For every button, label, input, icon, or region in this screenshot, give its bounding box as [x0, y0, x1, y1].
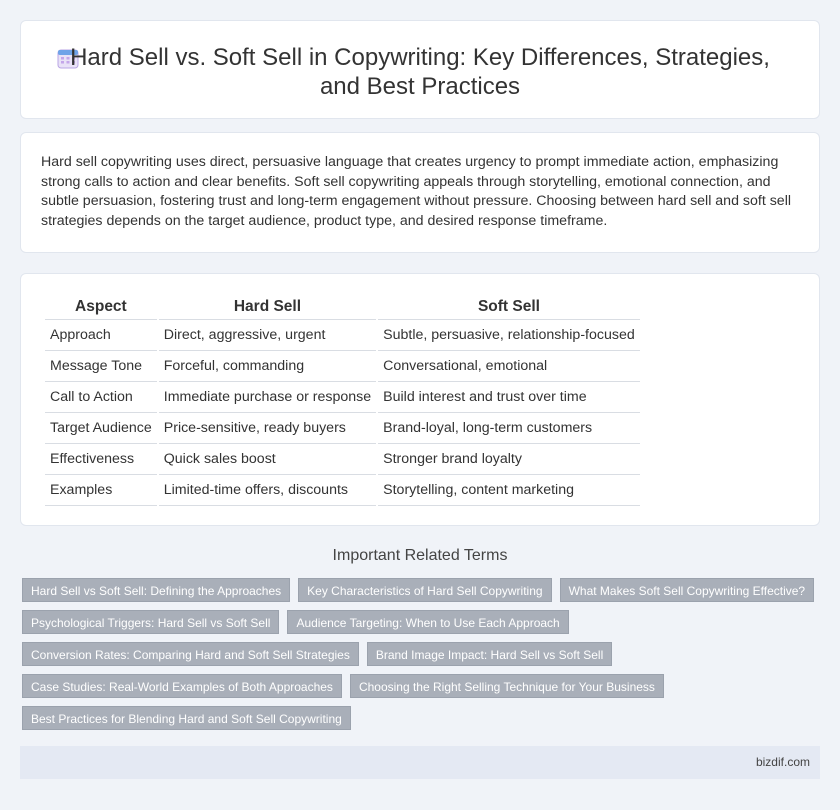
related-term-link[interactable]: Conversion Rates: Comparing Hard and Soft Sell Strategies — [22, 642, 359, 666]
table-row — [45, 320, 640, 351]
page-title: Hard Sell vs. Soft Sell in Copywriting: Key Differences, Strategies, and Best Practices — [70, 44, 770, 100]
related-term-link[interactable]: Brand Image Impact: Hard Sell vs Soft Sell — [367, 642, 612, 666]
cell-aspect: Effectiveness — [45, 444, 157, 475]
cell-aspect: Examples — [45, 475, 157, 506]
table-row — [45, 475, 640, 506]
intro-paragraph: Hard sell copywriting uses direct, persuasive language that creates urgency to prompt immediate action, emphasizing strong calls to action and clear benefits. Soft sell copywriting appeals through storytelling, emotional connection, and subtle persuasion, fostering trust and long-term engagement without pressure. Choosing between hard sell and soft sell strategies depends on the target audience, product type, and desired response timeframe. — [41, 154, 792, 229]
related-terms-list — [22, 578, 822, 730]
cell-aspect: Call to Action — [45, 382, 157, 413]
cell-soft-sell: Conversational, emotional — [378, 351, 640, 382]
cell-hard-sell: Forceful, commanding — [159, 351, 376, 382]
related-term-link[interactable]: What Makes Soft Sell Copywriting Effective? — [560, 578, 815, 602]
cell-soft-sell: Brand-loyal, long-term customers — [378, 413, 640, 444]
cell-soft-sell: Build interest and trust over time — [378, 382, 640, 413]
cell-hard-sell: Immediate purchase or response — [159, 382, 376, 413]
cell-hard-sell: Limited-time offers, discounts — [159, 475, 376, 506]
related-term-link[interactable]: Key Characteristics of Hard Sell Copywriting — [298, 578, 551, 602]
related-term-link[interactable]: Best Practices for Blending Hard and Soft Sell Copywriting — [22, 706, 351, 730]
related-term-link[interactable]: Hard Sell vs Soft Sell: Defining the Approaches — [22, 578, 290, 602]
cell-soft-sell: Subtle, persuasive, relationship-focused — [378, 320, 640, 351]
header-aspect: Aspect — [45, 294, 157, 320]
intro-card — [20, 132, 820, 253]
cell-aspect: Message Tone — [45, 351, 157, 382]
table-row — [45, 382, 640, 413]
cell-hard-sell: Price-sensitive, ready buyers — [159, 413, 376, 444]
site-name[interactable]: bizdif.com — [755, 755, 810, 769]
cell-soft-sell: Stronger brand loyalty — [378, 444, 640, 475]
comparison-table — [43, 294, 642, 506]
related-term-link[interactable]: Psychological Triggers: Hard Sell vs Soft Sell — [22, 610, 279, 634]
table-header-row — [45, 294, 640, 320]
related-term-link[interactable]: Choosing the Right Selling Technique for Your Business — [350, 674, 664, 698]
header-hard-sell: Hard Sell — [159, 294, 376, 320]
cell-hard-sell: Direct, aggressive, urgent — [159, 320, 376, 351]
footer — [20, 746, 820, 779]
table-row — [45, 444, 640, 475]
table-row — [45, 413, 640, 444]
header-soft-sell: Soft Sell — [378, 294, 640, 320]
related-term-link[interactable]: Audience Targeting: When to Use Each Approach — [287, 610, 568, 634]
table-row — [45, 351, 640, 382]
cell-aspect: Approach — [45, 320, 157, 351]
comparison-card — [20, 273, 820, 526]
header-card — [20, 20, 820, 119]
cell-aspect: Target Audience — [45, 413, 157, 444]
related-terms-heading: Important Related Terms — [332, 547, 508, 564]
related-term-link[interactable]: Case Studies: Real-World Examples of Both Approaches — [22, 674, 342, 698]
cell-soft-sell: Storytelling, content marketing — [378, 475, 640, 506]
cell-hard-sell: Quick sales boost — [159, 444, 376, 475]
